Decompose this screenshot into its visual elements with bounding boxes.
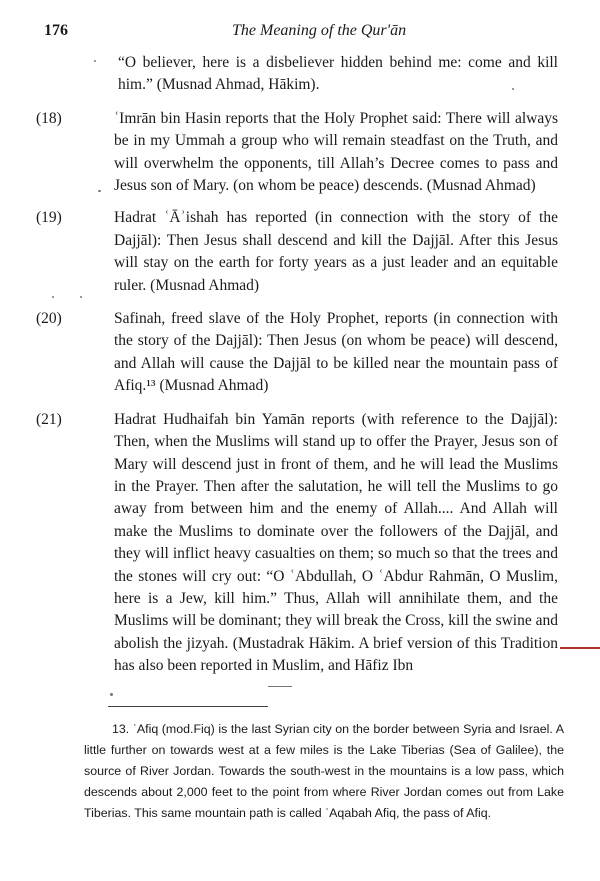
scan-speck xyxy=(98,190,101,192)
entry-text: Hadrat Hudhaifah bin Yamān reports (with reference to the Dajjāl): Then, when the Muslims will stand up to offer the Prayer, Jesus son of Mary will descend just in front of them, and he will lead the Muslims in the Prayer. Then after the salutation, he will tell the Muslims to go away from between him and the enemy of Allah.... And Allah will make the Muslims to dominate over the followers of the Dajjāl, and they will inflict heavy casualties on them; so much so that the trees and the stones will cry out: “O ʿAbdullah, O ʿAbdur Rahmān, O Muslim, here is a Jew, kill him.” Thus, Allah will annihilate them, and the Muslims will be dominant; they will break the Cross, kill the swine and abolish the jizyah. (Mustadrak Hākim. A brief version of this Tradition has also been reported in Muslim, and Hāfiz Ibn xyxy=(114,410,558,675)
entry-18 xyxy=(36,108,558,198)
entry-text: ʿImrān bin Hasin reports that the Holy Prophet said: There will always be in my Ummah a group who will remain steadfast on the Truth, and will overwhelm the opponents, till Allah’s Decree comes to pass and Jesus son of Mary. (on whom be peace) descends. (Musnad Ahmad) xyxy=(114,109,558,195)
entry-19 xyxy=(36,207,558,297)
scan-speck xyxy=(52,296,54,298)
entry-text: Hadrat ʿĀʾishah has reported (in connection with the story of the Dajjāl): Then Jesus shall descend and kill the Dajjāl. After this Jesus will stay on the earth for forty years as a just leader and an equitable ruler. (Musnad Ahmad) xyxy=(114,209,558,294)
footnote-separator xyxy=(108,706,268,707)
entry-number: (20) xyxy=(36,310,62,328)
entry-text: “O believer, here is a disbeliever hidden behind me: come and kill him.” (Musnad Ahmad, Hākim). xyxy=(118,54,558,94)
scan-mark xyxy=(560,647,600,649)
entry-continuation xyxy=(44,52,558,97)
entry-number: (19) xyxy=(36,209,62,227)
main-text xyxy=(36,52,558,678)
footnote: 13. ʿAfiq (mod.Fiq) is the last Syrian city on the border between Syria and Israel. A little further on towards west at a few miles is the Lake Tiberias (Sea of Galilee), the source of River Jordan. Towards the south-west in the mountains is a low pass, which descends about 2,000 feet to the point from where River Jordan comes out from Lake Tiberias. This same mountain path is called ʿAqabah Afiq, the pass of Afiq. xyxy=(84,722,564,820)
entry-number: (18) xyxy=(36,109,62,127)
scan-speck xyxy=(80,296,82,298)
page-number: 176 xyxy=(44,22,68,39)
scan-speck xyxy=(512,88,514,90)
entry-21 xyxy=(36,409,558,678)
scan-speck xyxy=(94,60,96,62)
running-head: The Meaning of the Qur'ān xyxy=(232,22,407,39)
scan-speck xyxy=(268,686,292,687)
entry-20 xyxy=(36,308,558,398)
scan-speck xyxy=(110,693,113,696)
entry-text: Safinah, freed slave of the Holy Prophet, reports (in connection with the story of the Dajjāl): Then Jesus (on whom be peace) will descend, and Allah will cause the Dajjāl to be killed near the mountain pass of Afiq.¹³ (Musnad Ahmad) xyxy=(114,310,558,395)
entry-number: (21) xyxy=(36,410,62,428)
